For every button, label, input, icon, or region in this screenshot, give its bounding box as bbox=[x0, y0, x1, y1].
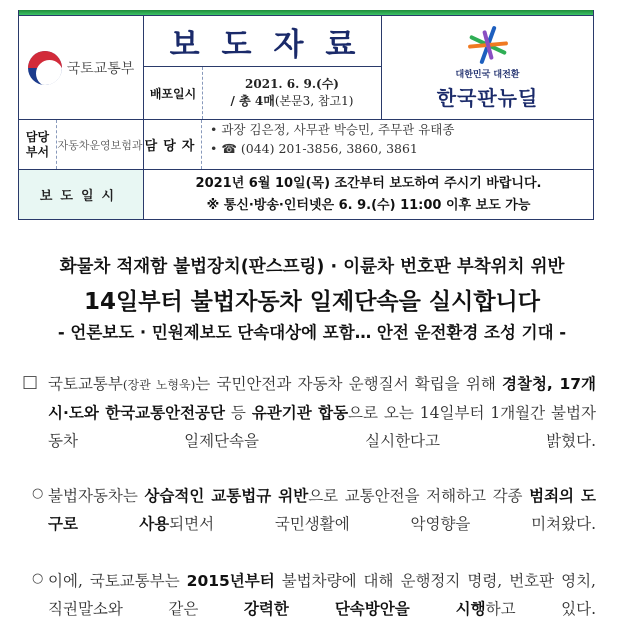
headline-subtitle: - 언론보도 · 민원제보도 단속대상에 포함… 안전 운전환경 조성 기대 - bbox=[57, 323, 567, 342]
text-segment: 으로 교통안전을 저해하고 각종 bbox=[308, 487, 530, 505]
press-release-header bbox=[18, 10, 594, 220]
release-time-label: 보도일시 bbox=[19, 170, 143, 219]
new-deal-subtitle: 대한민국 대전환 bbox=[455, 69, 520, 80]
paragraph-3 bbox=[48, 567, 596, 623]
bold-text-segment: 범죄의 도구로 사용 bbox=[48, 487, 597, 533]
page-detail: (본문3, 참고1) bbox=[274, 94, 354, 108]
text-segment: (장관 노형욱) bbox=[122, 378, 196, 392]
headline-main: 14일부터 불법자동차 일제단속을 실시합니다 bbox=[84, 289, 540, 315]
department-label-1: 담당 bbox=[25, 129, 50, 144]
bold-text-segment: 유관기관 합동 bbox=[251, 404, 349, 422]
square-bullet-icon: □ bbox=[22, 372, 39, 392]
text-segment: 국토교통부 bbox=[48, 375, 123, 393]
ministry-logo bbox=[19, 16, 143, 119]
text-segment: 불법자동차는 bbox=[48, 487, 145, 505]
contact-person-label: 담당자 bbox=[143, 120, 201, 169]
contact-persons bbox=[201, 120, 593, 169]
distribution-label: 배포일시 bbox=[149, 86, 197, 101]
new-deal-title: 한국판뉴딜 bbox=[436, 85, 539, 110]
text-segment: 는 국민안전과 자동차 운행질서 확립을 위해 bbox=[195, 375, 502, 393]
korean-new-deal-logo bbox=[381, 16, 593, 119]
distribution-date: 2021. 6. 9.(수) bbox=[245, 77, 339, 91]
circle-bullet-icon: ○ bbox=[32, 571, 44, 586]
person-names: • 과장 김은정, 사무관 박승민, 주무관 유태종 bbox=[210, 122, 455, 137]
department-name: 자동차운영보험과 bbox=[56, 120, 143, 169]
distribution-value bbox=[202, 67, 381, 119]
text-segment: 하고 있다. bbox=[485, 600, 596, 618]
department-label-2: 부서 bbox=[25, 144, 50, 159]
text-segment: 이에, 국토교통부는 bbox=[48, 572, 187, 590]
embargo-notice: 2021년 6월 10일(목) 조간부터 보도하여 주시기 바랍니다. bbox=[195, 175, 542, 191]
bold-text-segment: 경찰청, 17개 시·도와 한국교통안전공단 bbox=[48, 375, 597, 422]
taegeuk-emblem-icon bbox=[28, 51, 62, 85]
phone-numbers: • ☎ (044) 201-3856, 3860, 3861 bbox=[210, 141, 418, 156]
release-time-value bbox=[143, 170, 593, 219]
online-release-notice: ※ 통신·방송·인터넷은 6. 9.(수) 11:00 이후 보도 가능 bbox=[206, 197, 531, 213]
paragraph-2 bbox=[48, 482, 596, 538]
department-label bbox=[19, 120, 56, 169]
text-segment: 으로 오는 14일부터 1개월간 불법자동차 일제단속을 실시한다고 밝혔다. bbox=[48, 404, 596, 450]
new-deal-burst-icon bbox=[463, 25, 513, 65]
title-column bbox=[143, 16, 381, 119]
bold-text-segment: 상습적인 교통법규 위반 bbox=[144, 487, 309, 505]
text-segment: 불법차량에 대해 운행정지 명령, 번호판 영치, 직권말소와 같은 bbox=[48, 572, 596, 618]
ministry-name: 국토교통부 bbox=[66, 60, 135, 77]
bold-text-segment: 강력한 단속방안을 시행 bbox=[243, 600, 486, 618]
document-title: 보도자료 bbox=[144, 16, 381, 67]
text-segment: 되면서 국민생활에 악영향을 미쳐왔다. bbox=[169, 515, 596, 533]
circle-bullet-icon: ○ bbox=[32, 486, 44, 501]
headline-subject: 화물차 적재함 불법장치(판스프링) · 이륜차 번호판 부착위치 위반 bbox=[59, 257, 565, 277]
page-count: / 총 4매 bbox=[230, 94, 275, 108]
text-segment: 등 bbox=[224, 404, 252, 422]
bold-text-segment: 2015년부터 bbox=[186, 572, 275, 590]
paragraph-1 bbox=[48, 370, 596, 455]
